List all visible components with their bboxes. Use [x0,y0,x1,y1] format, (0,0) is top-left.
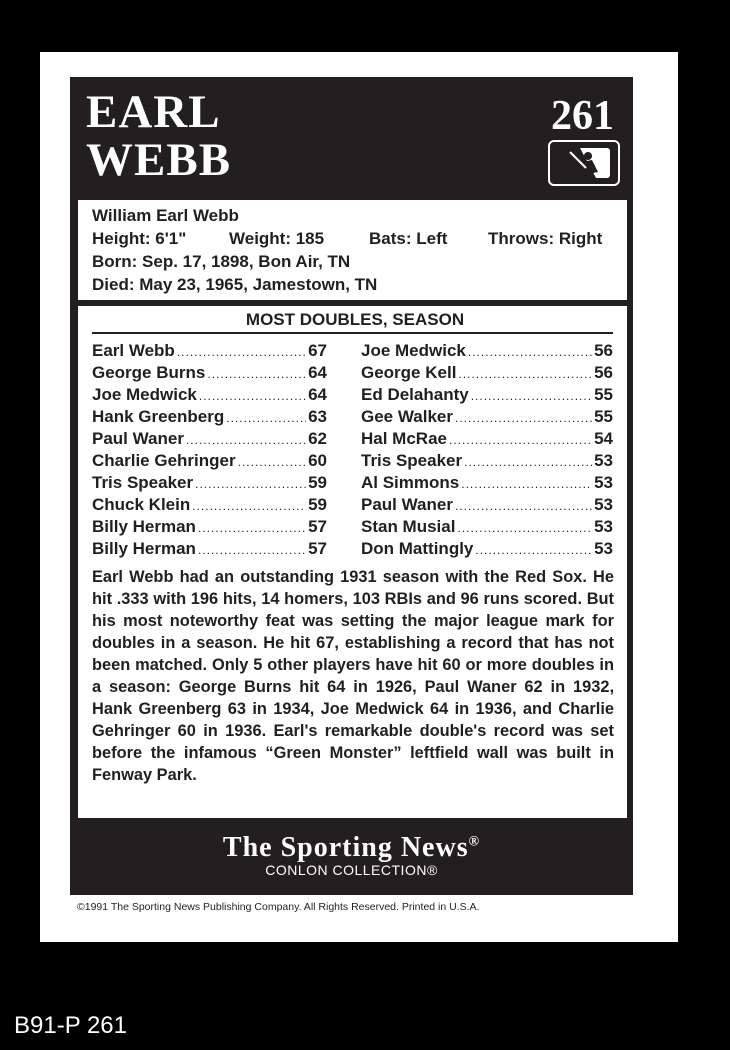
record-value: 59 [308,495,327,514]
record-name: George Kell [361,363,457,382]
record-value: 60 [308,451,327,470]
record-value: 56 [594,341,613,360]
record-row [92,516,327,538]
record-value: 55 [594,385,613,404]
record-row [92,340,327,362]
leader-dots [471,385,592,407]
records-divider [92,332,613,334]
record-value: 63 [308,407,327,426]
record-row [361,406,613,428]
bio-full-name: William Earl Webb [92,206,239,225]
record-name: Paul Waner [92,429,184,448]
leader-dots [468,341,592,363]
leader-dots [461,473,592,495]
scan-label: B91-P 261 [14,1012,127,1039]
record-name: Gee Walker [361,407,453,426]
bio-throws: Throws: Right [488,229,603,248]
mlb-logo-icon [548,140,620,186]
record-name: George Burns [92,363,206,382]
record-row [92,362,327,384]
player-first-name: EARL [86,86,221,138]
record-row [361,384,613,406]
record-value: 62 [308,429,327,448]
bio-stats-line [92,227,613,250]
leader-dots [455,495,592,517]
record-value: 64 [308,385,327,404]
player-name [86,88,231,184]
leader-dots [449,429,592,451]
bio-panel [78,200,627,300]
brand-name: The Sporting News [222,832,469,863]
record-value: 53 [594,517,613,536]
record-row [92,494,327,516]
record-row [92,406,327,428]
record-value: 56 [594,363,613,382]
leader-dots [457,517,592,539]
records-left-column [92,340,327,560]
bio-height: Height: 6'1" [92,229,187,248]
record-value: 53 [594,473,613,492]
leader-dots [195,473,306,495]
brand-line [70,832,633,864]
leader-dots [475,539,592,561]
record-name: Charlie Gehringer [92,451,236,470]
player-story: Earl Webb had an outstanding 1931 season with the Red Sox. He hit .333 with 196 hits, 14 homers, 103 RBIs and 96 runs scored. But his most noteworthy feat was setting the major league mark for doubles in a season. He hit 67, establishing a record that has not been matched. Only 5 other players have hit 60 or more doubles in a season: George Burns hit 64 in 1926, Paul Waner 62 in 1932, Hank Greenberg 63 in 1934, Joe Medwick 64 in 1936, and Charlie Gehringer 60 in 1936. Earl's remarkable double's record was set before the infamous “Green Monster” leftfield wall was built in Fenway Park. [92,568,614,784]
leader-dots [207,363,306,385]
bio-died: Died: May 23, 1965, Jamestown, TN [92,275,378,294]
record-value: 53 [594,539,613,558]
bio-bats: Bats: Left [369,229,448,248]
records-title: MOST DOUBLES, SEASON [245,310,465,329]
card-number: 261 [551,93,614,139]
leader-dots [455,407,592,429]
registered-mark: ® [468,834,481,850]
records-right-column [361,340,613,560]
leader-dots [177,341,306,363]
leader-dots [199,385,306,407]
record-row [361,494,613,516]
leader-dots [458,363,592,385]
collection-name: CONLON COLLECTION® [265,862,438,878]
record-value: 53 [594,495,613,514]
bio-weight: Weight: 185 [229,229,325,248]
leader-dots [238,451,306,473]
records-panel [78,306,627,818]
sporting-news-logo [70,832,633,878]
leader-dots [198,517,306,539]
record-row [361,450,613,472]
record-name: Chuck Klein [92,495,191,514]
record-name: Ed Delahanty [361,385,469,404]
record-row [92,428,327,450]
record-name: Stan Musial [361,517,456,536]
record-row [92,450,327,472]
leader-dots [192,495,306,517]
record-row [92,472,327,494]
record-value: 64 [308,363,327,382]
record-name: Don Mattingly [361,539,474,558]
record-name: Al Simmons [361,473,460,492]
record-row [361,362,613,384]
record-name: Hal McRae [361,429,447,448]
record-value: 67 [308,341,327,360]
record-name: Billy Herman [92,539,196,558]
record-name: Paul Waner [361,495,453,514]
record-value: 55 [594,407,613,426]
leader-dots [464,451,592,473]
record-row [92,384,327,406]
copyright-notice: ©1991 The Sporting News Publishing Company. All Rights Reserved. Printed in U.S.A. [77,901,480,913]
record-value: 54 [594,429,613,448]
leader-dots [226,407,306,429]
leader-dots [198,539,306,561]
record-row [361,428,613,450]
record-row [92,538,327,560]
leader-dots [186,429,306,451]
record-name: Tris Speaker [92,473,194,492]
record-name: Earl Webb [92,341,175,360]
record-value: 59 [308,473,327,492]
record-row [361,472,613,494]
record-row [361,538,613,560]
record-name: Hank Greenberg [92,407,225,426]
record-row [361,340,613,362]
record-value: 53 [594,451,613,470]
record-name: Joe Medwick [92,385,197,404]
record-row [361,516,613,538]
record-name: Billy Herman [92,517,196,536]
player-last-name: WEBB [86,134,232,186]
record-value: 57 [308,517,327,536]
record-value: 57 [308,539,327,558]
record-name: Tris Speaker [361,451,463,470]
record-name: Joe Medwick [361,341,466,360]
bio-born: Born: Sep. 17, 1898, Bon Air, TN [92,252,351,271]
